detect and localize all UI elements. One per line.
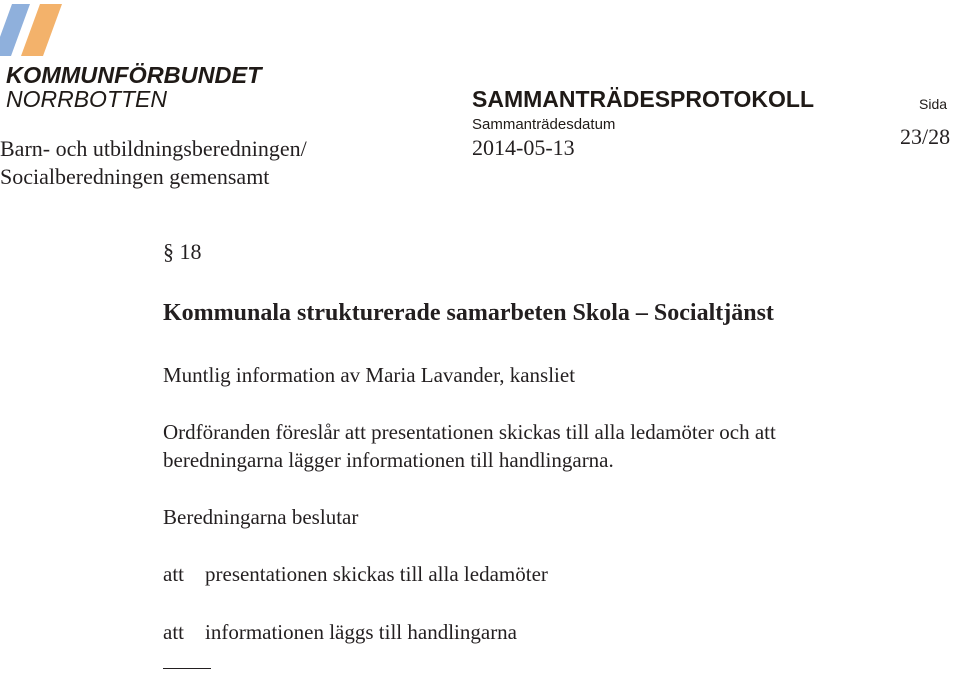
- decision-prefix: att: [163, 620, 184, 644]
- committee-name-line1: Barn- och utbildningsberedningen/: [0, 136, 307, 161]
- decision-text: informationen läggs till handlingarna: [205, 620, 518, 644]
- logo-text-line2: NORRBOTTEN: [6, 86, 167, 112]
- decision-item: [163, 620, 517, 645]
- logo-text-line1: KOMMUNFÖRBUNDET: [6, 62, 262, 88]
- proposal-line1: Ordföranden föreslår att presentationen skickas till alla ledamöter och att: [163, 420, 776, 444]
- proposal-line2: beredningarna lägger informationen till handlingarna.: [163, 448, 614, 472]
- meeting-date-label: Sammanträdesdatum: [472, 116, 616, 133]
- page-number: 23/28: [900, 124, 951, 149]
- page-label: Sida: [919, 96, 948, 112]
- section-heading: Kommunala strukturerade samarbeten Skola – Socialtjänst: [163, 300, 774, 326]
- meeting-date-value: 2014-05-13: [472, 135, 575, 160]
- decision-item: [163, 562, 548, 587]
- committee-name-line2: Socialberedningen gemensamt: [0, 164, 270, 189]
- decision-text: presentationen skickas till alla ledamöter: [205, 562, 548, 586]
- decision-prefix: att: [163, 562, 184, 586]
- logo-stripes-icon: [0, 0, 270, 64]
- end-divider: [163, 668, 211, 669]
- decision-intro: Beredningarna beslutar: [163, 505, 359, 529]
- information-line: Muntlig information av Maria Lavander, kansliet: [163, 363, 576, 387]
- document-title: SAMMANTRÄDESPROTOKOLL: [472, 86, 815, 112]
- organization-logo: [0, 0, 270, 112]
- paragraph-number: § 18: [163, 239, 202, 264]
